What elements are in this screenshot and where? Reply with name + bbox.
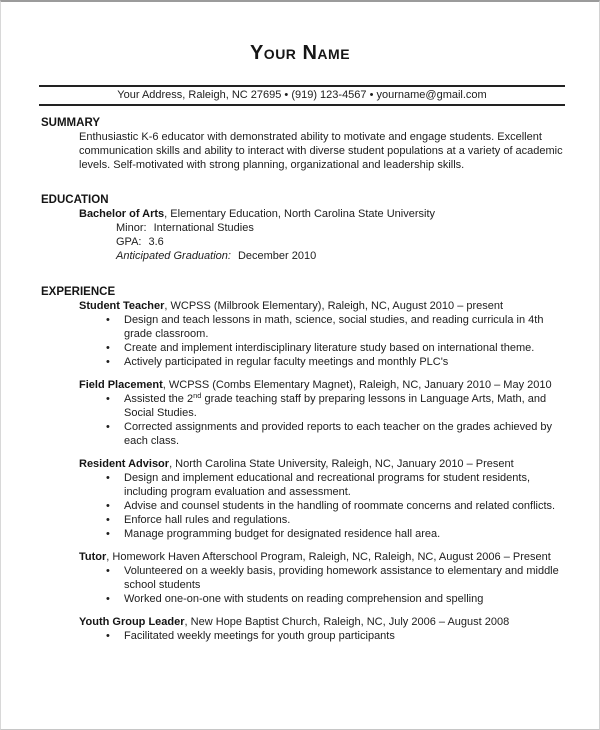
bullet-text: Create and implement interdisciplinary literature study based on international theme. [124,342,535,354]
job-bullets [79,313,565,369]
job-detail: , North Carolina State University, Raleigh, NC, January 2010 – Present [169,458,514,470]
experience-jobs [41,299,565,643]
job-bullets [79,471,565,541]
bullet-text: Facilitated weekly meetings for youth group participants [124,630,395,642]
education-detail-row [116,221,565,235]
contact-line: Your Address, Raleigh, NC 27695 • (919) 123-4567 • yourname@gmail.com [117,89,487,101]
education-detail-label: Anticipated Graduation: [116,250,231,262]
education-degree: Bachelor of Arts [79,208,165,220]
bullet-icon: • [106,342,110,354]
section-experience [41,285,565,643]
bullet-text: Worked one-on-one with students on reading comprehension and spelling [124,593,484,605]
job-title-line [79,550,565,564]
education-detail-value: 3.6 [148,236,164,248]
experience-job [79,550,565,606]
bullet-icon: • [106,593,110,605]
bullet-text: Enforce hall rules and regulations. [124,514,291,526]
bullet-item [79,592,565,606]
education-detail-value: International Studies [153,222,254,234]
bullet-icon: • [106,500,110,512]
job-title: Tutor [79,551,107,563]
education-detail-row [116,249,565,263]
experience-job [79,457,565,541]
bullet-text: Corrected assignments and provided reports to each teacher on the grades achieved by each class. [124,421,553,447]
contact-block [39,85,565,106]
experience-job [79,299,565,369]
bullet-text: Design and implement educational and recreational programs for student residents, including program evaluation and assessment. [124,472,531,498]
bullet-item [79,471,565,499]
bullet-icon: • [106,528,110,540]
bullet-icon: • [106,472,110,484]
job-bullets [79,392,565,448]
bullet-text: Volunteered on a weekly basis, providing homework assistance to elementary and middle school students [124,565,559,591]
bullet-icon: • [106,356,110,368]
bullet-item [79,527,565,541]
experience-job [79,615,565,643]
education-heading: EDUCATION [41,194,109,206]
bullet-item [79,513,565,527]
education-detail-row [116,235,565,249]
job-title-line [79,615,565,629]
education-detail-label: Minor: [116,222,147,234]
education-detail-value: December 2010 [237,250,317,262]
bullet-item [79,420,565,448]
bullet-icon: • [106,514,110,526]
section-summary [41,116,565,172]
summary-heading: SUMMARY [41,117,100,129]
job-title: Student Teacher [79,300,165,312]
bullet-item [79,392,565,420]
job-detail: , WCPSS (Milbrook Elementary), Raleigh, NC, August 2010 – present [164,300,504,312]
education-degree-detail: , Elementary Education, North Carolina State University [164,208,436,220]
bullet-item [79,355,565,369]
section-education [41,193,565,263]
education-details [116,221,565,263]
bullet-text: Manage programming budget for designated residence hall area. [124,528,441,540]
bullet-icon: • [106,565,110,577]
bullet-icon: • [106,393,110,405]
job-title-line [79,299,565,313]
bullet-item [79,499,565,513]
bullet-icon: • [106,421,110,433]
bullet-text: Actively participated in regular faculty meetings and monthly PLC's [124,356,449,368]
bullet-icon: • [106,314,110,326]
page-title: Your Name [249,42,351,64]
job-detail: , WCPSS (Combs Elementary Magnet), Raleigh, NC, January 2010 – May 2010 [162,379,552,391]
job-title: Youth Group Leader [79,616,185,628]
bullet-item [79,629,565,643]
job-detail: , New Hope Baptist Church, Raleigh, NC, July 2006 – August 2008 [184,616,510,628]
bullet-text: Assisted the 2nd grade teaching staff by preparing lessons in Language Arts, Math, and Social Studies. [124,391,547,419]
bullet-item [79,564,565,592]
summary-text: Enthusiastic K-6 educator with demonstrated ability to motivate and engage students. Excellent communication skills and ability to interact with diverse student populations at a variety of academic levels. Self-motivated with strong planning, organizational and leadership skills. [79,131,563,171]
job-bullets [79,564,565,606]
experience-heading: EXPERIENCE [41,286,116,298]
job-title: Resident Advisor [79,458,170,470]
job-title-line [79,378,565,392]
job-title: Field Placement [79,379,163,391]
bullet-text: Advise and counsel students in the handling of roommate concerns and related conflicts. [124,500,556,512]
job-detail: , Homework Haven Afterschool Program, Raleigh, NC, Raleigh, NC, August 2006 – Present [106,551,551,563]
bullet-item [79,341,565,355]
education-detail-label: GPA: [116,236,142,248]
bullet-text: Design and teach lessons in math, science, social studies, and reading curricula in 4th grade classroom. [124,314,544,340]
job-title-line [79,457,565,471]
bullet-icon: • [106,630,110,642]
job-bullets [79,629,565,643]
education-degree-line [79,207,565,221]
experience-job [79,378,565,448]
bullet-item [79,313,565,341]
